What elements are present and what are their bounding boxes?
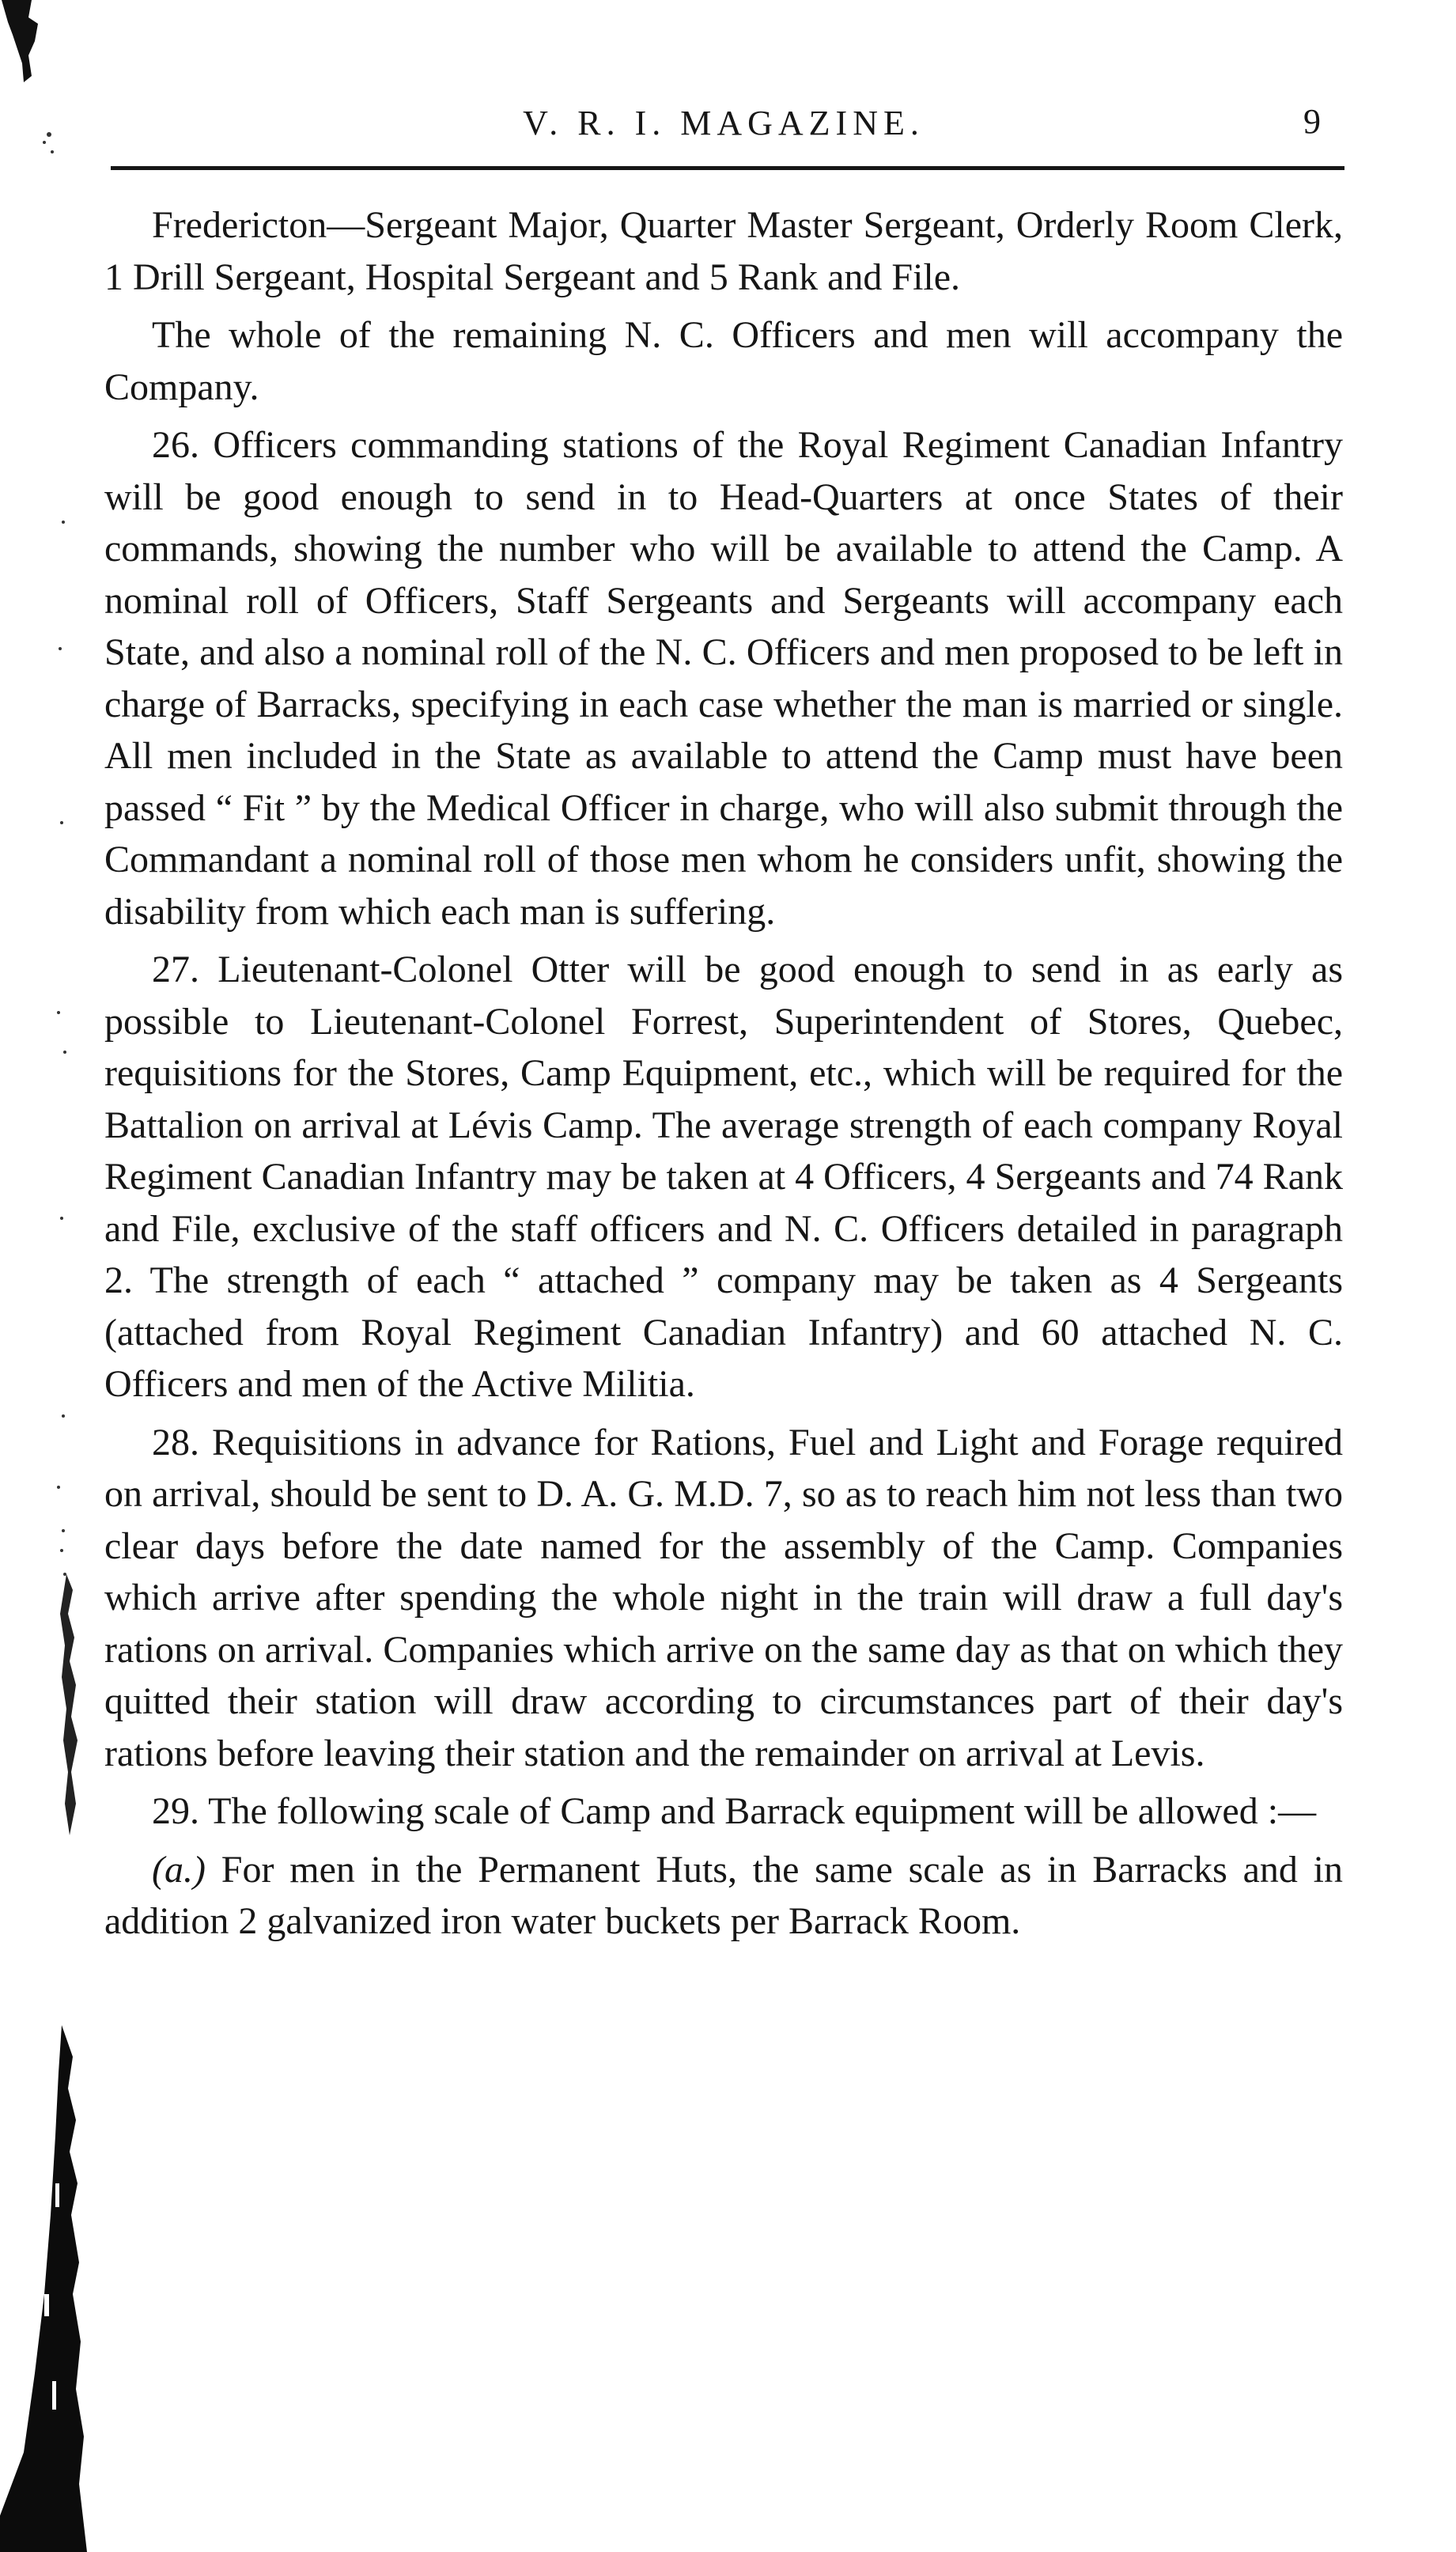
running-head-title: V. R. I. MAGAZINE. xyxy=(523,104,925,142)
paragraph-text: Officers commanding stations of the Royal Regiment Canadian Infantry will be good enough to send in to Head-Quarters at once States of their commands, showing the number who will be available to attend the Camp. A nominal roll of Officers, Staff Sergeants and Sergeants will accompany each State, and also a nominal roll of the N. C. Officers and men proposed to be left in charge of Barracks, specifying in each case whether the man is married or single. All men included in the State as available to attend the Camp must have been passed “ Fit ” by the Medical Officer in charge, who will also submit through the Commandant a nominal roll of those men whom he considers unfit, showing the disability from which each man is suffering. xyxy=(104,424,1344,933)
paragraph-fredericton xyxy=(104,199,1343,303)
binding-edge-scan-artifact xyxy=(0,0,119,2552)
header-rule xyxy=(111,166,1344,170)
paragraph-29 xyxy=(104,1785,1343,1838)
paragraph-26 xyxy=(104,419,1343,937)
paragraph-text: Fredericton—Sergeant Major, Quarter Master Sergeant, Orderly Room Clerk, 1 Drill Sergeant, Hospital Sergeant and 5 Rank and File. xyxy=(104,204,1343,298)
paragraph-text: Lieutenant-Colonel Otter will be good enough to send in as early as possible to Lieutenant-Colonel Forrest, Superintendent of Stores, Quebec, requisitions for the Stores, Camp Equipment, etc., which will be required for the Battalion on arrival at Lévis Camp. The average strength of each company Royal Regiment Canadian Infantry may be taken at 4 Officers, 4 Sergeants and 74 Rank and File, exclusive of the staff officers and N. C. Officers detailed in paragraph 2. The strength of each “ attached ” company may be taken as 4 Sergeants (attached from Royal Regiment Canadian Infantry) and 60 attached N. C. Officers and men of the Active Militia. xyxy=(104,948,1344,1405)
paragraph-remaining-officers xyxy=(104,309,1343,413)
page-number: 9 xyxy=(1303,102,1321,141)
running-header xyxy=(103,89,1344,176)
paragraph-27 xyxy=(104,944,1343,1410)
paragraph-text: The whole of the remaining N. C. Officers and men will accompany the Company. xyxy=(104,314,1343,408)
paragraph-number: 26. xyxy=(152,424,199,466)
paragraph-28 xyxy=(104,1417,1343,1780)
body-text xyxy=(104,199,1343,1954)
paragraph-text: Requisitions in advance for Rations, Fuel and Light and Forage required on arrival, should be sent to D. A. G. M.D. 7, so as to reach him not less than two clear days before the date named for the assembly of the Camp. Companies which arrive after spending the whole night in the train will draw a full day's rations on arrival. Companies which arrive on the same day as that on which they quitted their station will draw according to circumstances part of their day's rations before leaving their station and the remainder on arrival at Levis. xyxy=(104,1421,1344,1774)
paragraph-text: The following scale of Camp and Barrack equipment will be allowed :— xyxy=(208,1790,1317,1832)
paragraph-text: For men in the Permanent Huts, the same scale as in Barracks and in addition 2 galvanized iron water buckets per Barrack Room. xyxy=(104,1848,1343,1942)
sub-item-label: (a.) xyxy=(152,1848,206,1891)
paragraph-number: 29. xyxy=(152,1790,199,1832)
paragraph-number: 28. xyxy=(152,1421,199,1463)
paragraph-29a xyxy=(104,1844,1343,1948)
paragraph-number: 27. xyxy=(152,948,199,990)
